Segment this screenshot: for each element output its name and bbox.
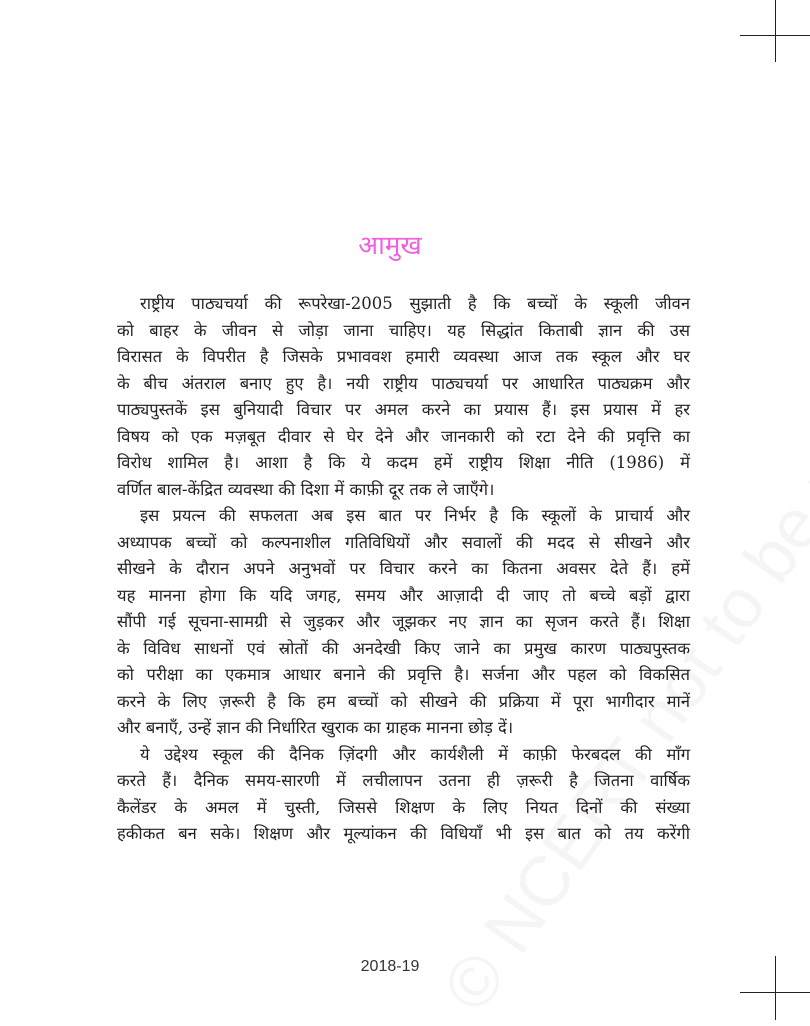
text-line: हकीकत बन सके। शिक्षण और मूल्यांकन की विधियाँ भी इस बात को तय करेंगी (117, 824, 690, 843)
text-line: विरोध शामिल है। आशा है कि ये कदम हमें राष्ट्रीय शिक्षा नीति (1986) में (117, 453, 690, 472)
text-line: इस प्रयत्न की सफलता अब इस बात पर निर्भर है कि स्कूलों के प्राचार्य और (140, 506, 690, 525)
text-line: को बाहर के जीवन से जोड़ा जाना चाहिए। यह सिद्धांत किताबी ज्ञान की उस (117, 320, 690, 340)
paragraph (117, 503, 690, 742)
crop-mark (775, 0, 776, 62)
text-line: सौंपी गई सूचना-सामग्री से जुड़कर और जूझकर नए ज्ञान का सृजन करते हैं। शिक्षा (117, 612, 690, 631)
paragraph (117, 742, 690, 848)
text-line: राष्ट्रीय पाठ्यचर्या की रूपरेखा-2005 सुझाती है कि बच्चों के स्कूली जीवन (140, 294, 690, 313)
text-line: पाठ्यपुस्तकें इस बुनियादी विचार पर अमल करने का प्रयास हैं। इस प्रयास में हर (117, 400, 690, 419)
text-line: वर्णित बाल-केंद्रित व्यवस्था की दिशा में काफ़ी दूर तक ले जाएँगे। (117, 479, 495, 499)
page-title: आमुख (358, 231, 422, 261)
text-line: विरासत के विपरीत है जिसके प्रभाववश हमारी व्यवस्था आज तक स्कूल और घर (117, 347, 690, 366)
text-line: अध्यापक बच्चों को कल्पनाशील गतिविधियों और सवालों की मदद से सीखने और (117, 532, 690, 552)
text-line: सीखने के दौरान अपने अनुभवों पर विचार करने का कितना अवसर देते हैं। हमें (117, 559, 690, 578)
text-line: को परीक्षा का एकमात्र आधार बनाने की प्रवृत्ति है। सर्जना और पहल को विकसित (117, 665, 690, 684)
crop-mark (740, 35, 810, 36)
text-line: करते हैं। दैनिक समय-सारणी में लचीलापन उतना ही ज़रूरी है जितना वार्षिक (117, 771, 690, 790)
page-footer-year: 2018-19 (360, 958, 420, 975)
text-line: के विविध साधनों एवं स्रोतों की अनदेखी किए जाने का प्रमुख कारण पाठ्यपुस्तक (117, 638, 690, 658)
text-line: यह मानना होगा कि यदि जगह, समय और आज़ादी दी जाए तो बच्चे बड़ों द्वारा (117, 585, 690, 605)
text-line: विषय को एक मज़बूत दीवार से घेर देने और जानकारी को रटा देने की प्रवृत्ति का (117, 426, 690, 446)
text-line: करने के लिए ज़रूरी है कि हम बच्चों को सीखने की प्रक्रिया में पूरा भागीदार मानें (117, 691, 690, 711)
text-line: के बीच अंतराल बनाए हुए है। नयी राष्ट्रीय पाठ्यचर्या पर आधारित पाठ्यक्रम और (117, 373, 690, 393)
text-line: कैलेंडर के अमल में चुस्ती, जिससे शिक्षण के लिए नियत दिनों की संख्या (117, 797, 690, 817)
text-line: ये उद्देश्य स्कूल की दैनिक ज़िंदगी और कार्यशैली में काफ़ी फेरबदल की माँग (140, 744, 690, 764)
paragraph (117, 291, 690, 503)
document-body (117, 291, 690, 848)
text-line: और बनाएँ, उन्हें ज्ञान की निर्धारित खुराक का ग्राहक मानना छोड़ दें। (117, 718, 514, 737)
crop-mark (740, 992, 810, 993)
